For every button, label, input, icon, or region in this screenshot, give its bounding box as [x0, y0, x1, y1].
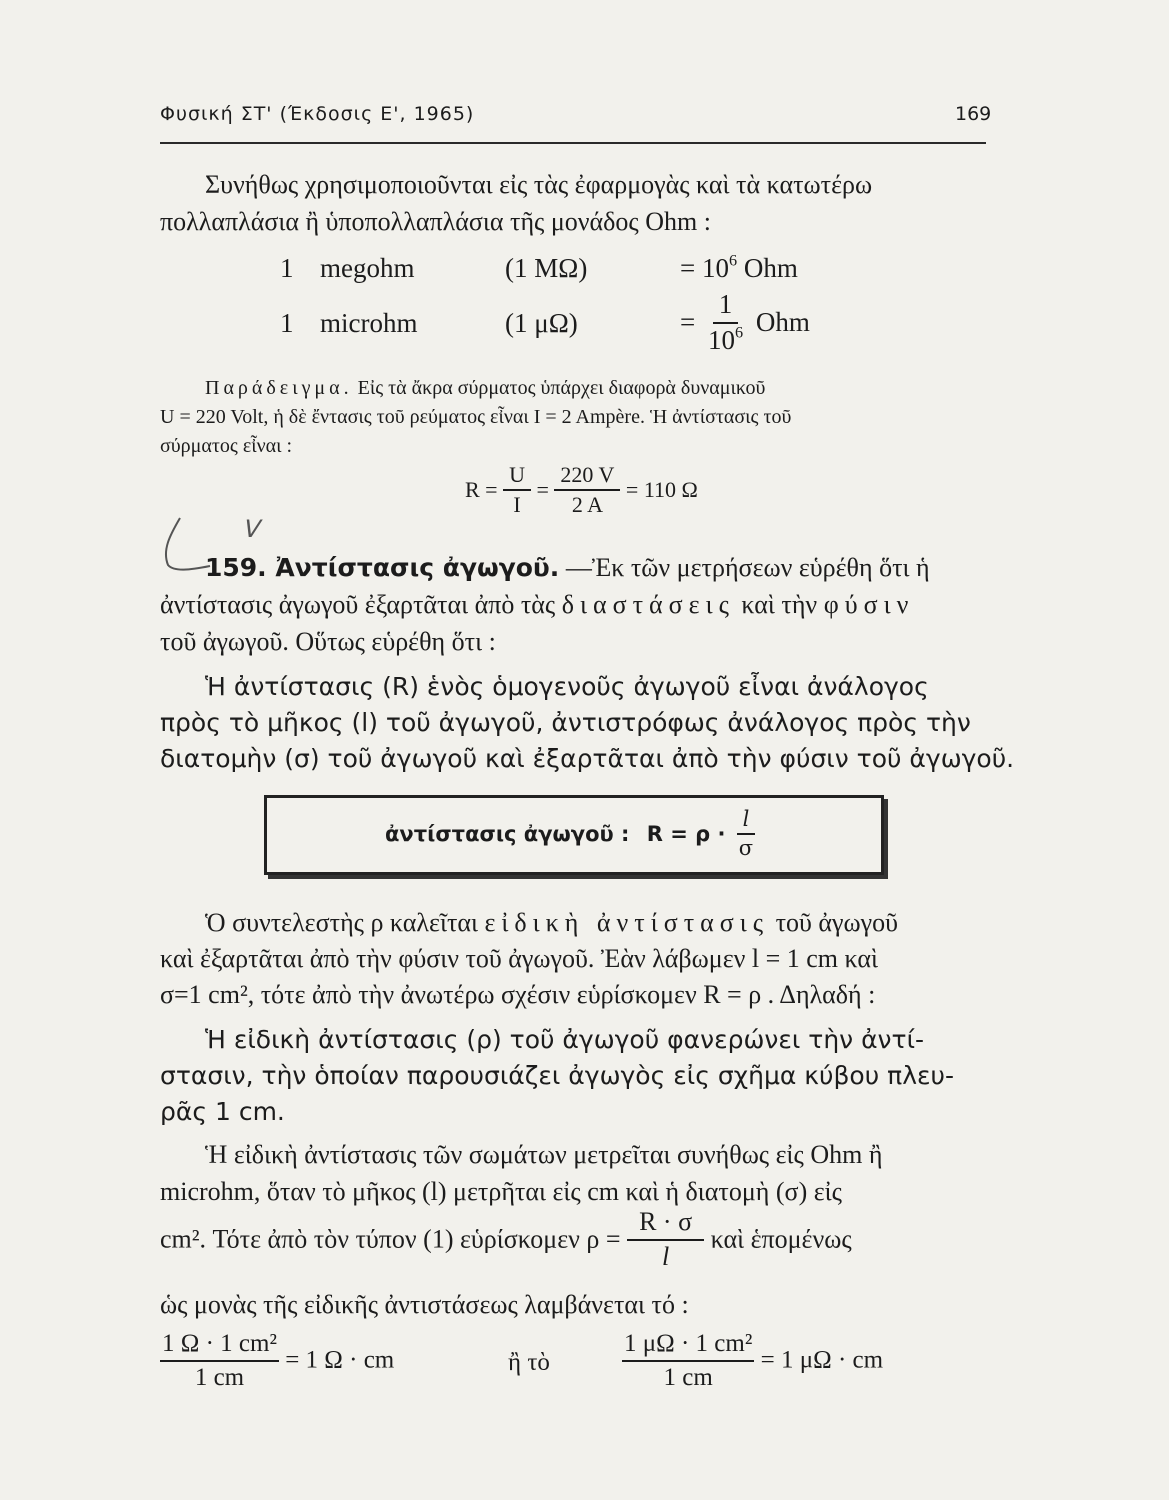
section-159-line-2: ἀντίστασις ἀγωγοῦ ἐξαρτᾶται ἀπὸ τὰς διαστάσεις καὶ τὴν φύσιν: [160, 590, 915, 619]
running-header: [160, 103, 474, 125]
example-line-3: σύρματος εἶναι :: [160, 435, 293, 457]
final-formula-ohm: $\frac{\text{1 Ω · 1 cm²}}{1 cm}$ = 1 Ω · cm: [162, 1330, 395, 1391]
microhm-fraction: $\frac{1}{10^6}$: [707, 289, 744, 355]
section-heading: 159. Ἀντίστασις ἀγωγοῦ.: [205, 553, 560, 582]
final-connector: ἢ τὸ: [508, 1349, 550, 1376]
unit-count: 1: [280, 308, 294, 338]
unit-symbol: (1 MΩ): [505, 253, 588, 283]
boxed-formula: ἀντίστασις ἀγωγοῦ : R = ρ · $\frac{l}{\sigma}$: [385, 808, 759, 860]
unit-value: = $10^6$ Ohm: [680, 251, 798, 283]
unit-symbol: (1 μΩ): [505, 308, 578, 338]
intro-line-2: πολλαπλάσια ἢ ὑποπολλαπλάσια τῆς μονάδος Ohm :: [160, 207, 711, 236]
header-title: Φυσική ΣΤ' (Έκδοσις Ε', 1965): [160, 103, 475, 125]
specific-line-2: καὶ ἐξαρτᾶται ἀπὸ τὴν φύσιν τοῦ ἀγωγοῦ. Ἐὰν λάβωμεν l = 1 cm καὶ: [160, 944, 879, 973]
section-159-line-1: 159. Ἀντίστασις ἀγωγοῦ. —Ἐκ τῶν μετρήσεων εὑρέθη ὅτι ἡ: [205, 553, 930, 582]
definition-line-3: ρᾶς 1 cm.: [160, 1097, 285, 1126]
measure-line-2: microhm, ὅταν τὸ μῆκος (l) μετρῆται εἰς cm καὶ ἡ διατομὴ (σ) εἰς: [160, 1177, 842, 1206]
specific-line-3: σ=1 cm², τότε ἀπὸ τὴν ἀνωτέρω σχέσιν εὑρίσκομεν R = ρ . Δηλαδή :: [160, 980, 876, 1009]
check-mark: V: [240, 515, 265, 543]
section-159-line-3: τοῦ ἀγωγοῦ. Οὕτως εὑρέθη ὅτι :: [160, 627, 496, 656]
example-line-2: U = 220 Volt, ἡ δὲ ἔντασις τοῦ ρεύματος εἶναι I = 2 Ampère. Ἡ ἀντίστασις τοῦ: [160, 406, 792, 428]
unit-name: megohm: [320, 253, 415, 283]
law-line-2: πρὸς τὸ μῆκος (l) τοῦ ἀγωγοῦ, ἀντιστρόφως ἀνάλογος πρὸς τὴν: [160, 708, 971, 737]
unit-name: microhm: [320, 308, 418, 338]
intro-line-1: Συνήθως χρησιμοποιοῦνται εἰς τὰς ἐφαρμογὰς καὶ τὰ κατωτέρω: [205, 170, 873, 199]
measure-line-4: ὡς μονὰς τῆς εἰδικῆς ἀντιστάσεως λαμβάνεται τό :: [160, 1290, 689, 1319]
unit-row-microhm: [280, 308, 578, 339]
definition-line-2: στασιν, τὴν ὁποίαν παρουσιάζει ἀγωγὸς εἰς σχῆμα κύβου πλευ-: [160, 1061, 954, 1090]
example-line-1: Παράδειγμα. Εἰς τὰ ἄκρα σύρματος ὑπάρχει διαφορὰ δυναμικοῦ: [205, 377, 766, 399]
law-line-1: Ἡ ἀντίστασις (R) ἑνὸς ὁμογενοῦς ἀγωγοῦ εἶναι ἀνάλογος: [205, 672, 929, 701]
final-formula-microohm: $\frac{\text{1 μΩ · 1 cm²}}{1 cm}$ = 1 μΩ · cm: [624, 1330, 884, 1391]
header-rule: [160, 142, 986, 144]
unit-row-megohm: [280, 251, 798, 284]
definition-line-1: Ἡ εἰδικὴ ἀντίστασις (ρ) τοῦ ἀγωγοῦ φανερώνει τὴν ἀντί-: [205, 1025, 925, 1054]
specific-line-1: Ὁ συντελεστὴς ρ καλεῖται εἰδικὴ ἀντίστασις τοῦ ἀγωγοῦ: [205, 908, 899, 937]
unit-count: 1: [280, 253, 294, 283]
law-line-3: διατομὴν (σ) τοῦ ἀγωγοῦ καὶ ἐξαρτᾶται ἀπὸ τὴν φύσιν τοῦ ἀγωγοῦ.: [160, 744, 1015, 773]
example-formula: R = $\frac{U}{I}$ = $\frac{220 V}{2 A}$ = 110 Ω: [465, 462, 698, 518]
example-label: Παράδειγμα.: [205, 377, 353, 399]
page-number: 169: [955, 103, 992, 125]
measure-line-3: cm². Τότε ἀπὸ τὸν τύπον (1) εὑρίσκομεν ρ = $\frac{R \cdot \sigma}{l}$ καὶ ἑπομένως: [160, 1207, 852, 1271]
rho-fraction: $\frac{R \cdot \sigma}{l}$: [627, 1208, 704, 1271]
measure-line-1: Ἡ εἰδικὴ ἀντίστασις τῶν σωμάτων μετρεῖται συνήθως εἰς Ohm ἢ: [205, 1140, 883, 1169]
microhm-value: = $\frac{1}{10^6}$ Ohm: [680, 289, 810, 355]
